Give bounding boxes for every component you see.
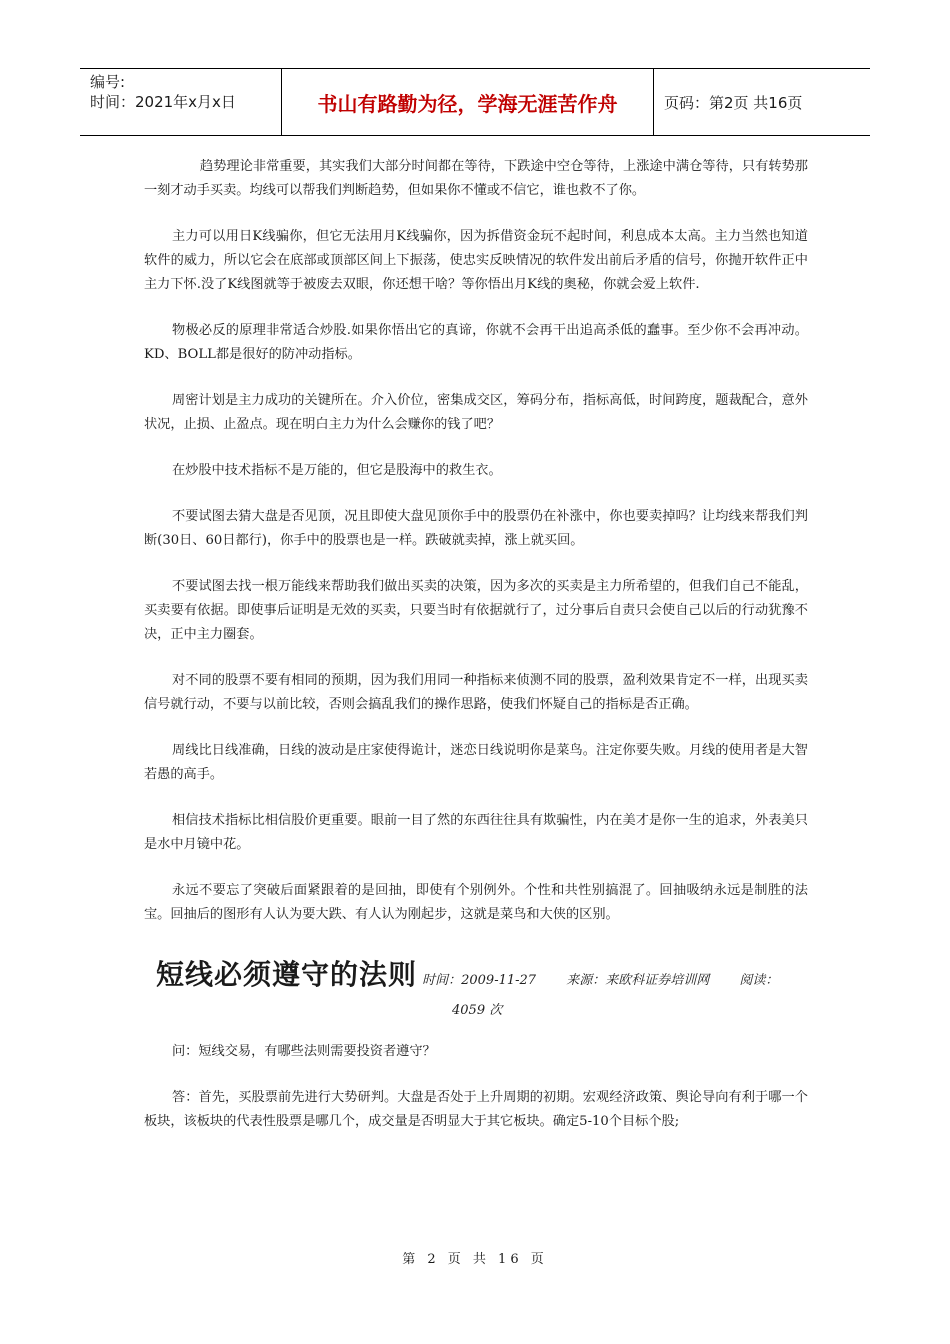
paragraph: 对不同的股票不要有相同的预期，因为我们用同一种指标来侦测不同的股票，盈利效果肯定不一样，出现买卖信号就行动，不要与以前比较，否则会搞乱我们的操作思路，使我们怀疑自己的指标是否正确。 (144, 673, 808, 712)
paragraph: 在炒股中技术指标不是万能的，但它是股海中的救生衣。 (172, 463, 502, 478)
question: 问：短线交易，有哪些法则需要投资者遵守？ (172, 1044, 436, 1059)
paragraph: 周密计划是主力成功的关键所在。介入价位，密集成交区，筹码分布，指标高低，时间跨度，题裁配合，意外状况，止损、止盈点。现在明白主力为什么会赚你的钱了吧？ (144, 393, 808, 432)
paragraph: 永远不要忘了突破后面紧跟着的是回抽，即使有个别例外。个性和共性别搞混了。回抽吸纳永远是制胜的法宝。回抽后的图形有人认为要大跌、有人认为刚起步，这就是菜鸟和大侠的区别。 (144, 883, 808, 922)
article-meta (422, 973, 804, 988)
article-reads-label: 阅读： (739, 973, 779, 988)
page-footer: 第 2 页 共 16 页 (402, 1252, 548, 1267)
motto: 书山有路勤为径，学海无涯苦作舟 (282, 69, 654, 135)
header-info-cell (80, 69, 282, 135)
article-title: 短线必须遵守的法则 (156, 958, 418, 991)
time-label: 时间：2021年x月x日 (90, 93, 236, 111)
answer: 答：首先，买股票前先进行大势研判。大盘是否处于上升周期的初期。宏观经济政策、舆论导向有利于哪一个板块，该板块的代表性股票是哪几个，成交量是否明显大于其它板块。确定5-10个目标个股; (144, 1090, 808, 1129)
number-label: 编号: (90, 73, 126, 91)
paragraph: 主力可以用日K线骗你，但它无法用月K线骗你，因为拆借资金玩不起时间，利息成本太高。主力当然也知道软件的威力，所以它会在底部或顶部区间上下振荡，使忠实反映情况的软件发出前后矛盾的信号，你抛开软件正中主力下怀.没了K线图就等于被废去双眼，你还想干啥？等你悟出月K线的奥秘，你就会爱上软件. (144, 229, 808, 292)
page-header (80, 68, 870, 136)
paragraph: 周线比日线准确，日线的波动是庄家使得诡计，迷恋日线说明你是菜鸟。注定你要失败。月线的使用者是大智若愚的高手。 (144, 743, 808, 782)
paragraph: 趋势理论非常重要，其实我们大部分时间都在等待，下跌途中空仓等待，上涨途中满仓等待，只有转势那一刻才动手买卖。均线可以帮我们判断趋势，但如果你不懂或不信它，谁也救不了你。 (144, 159, 808, 198)
paragraph: 物极必反的原理非常适合炒股.如果你悟出它的真谛，你就不会再干出追高杀低的蠢事。至少你不会再冲动。KD、BOLL都是很好的防冲动指标。 (144, 323, 808, 362)
article-source: 来源：来欧科证券培训网 (566, 973, 710, 988)
article-heading (144, 953, 808, 1018)
paragraph: 相信技术指标比相信股价更重要。眼前一目了然的东西往往具有欺骗性，内在美才是你一生的追求，外表美只是水中月镜中花。 (144, 813, 808, 852)
paragraph: 不要试图去找一根万能线来帮助我们做出买卖的决策，因为多次的买卖是主力所希望的，但我们自己不能乱，买卖要有依据。即使事后证明是无效的买卖，只要当时有依据就行了，过分事后自责只会使自己以后的行动犹豫不决，正中主力圈套。 (144, 579, 808, 642)
document-body (144, 155, 808, 1134)
article-reads-count: 4059 次 (452, 1003, 503, 1018)
paragraph: 不要试图去猜大盘是否见顶，况且即使大盘见顶你手中的股票仍在补涨中，你也要卖掉吗？让均线来帮我们判断(30日、60日都行)，你手中的股票也是一样。跌破就卖掉，涨上就买回。 (144, 509, 808, 548)
page-info: 页码：第2页 共16页 (664, 93, 803, 112)
article-time: 时间：2009-11-27 (422, 973, 537, 988)
